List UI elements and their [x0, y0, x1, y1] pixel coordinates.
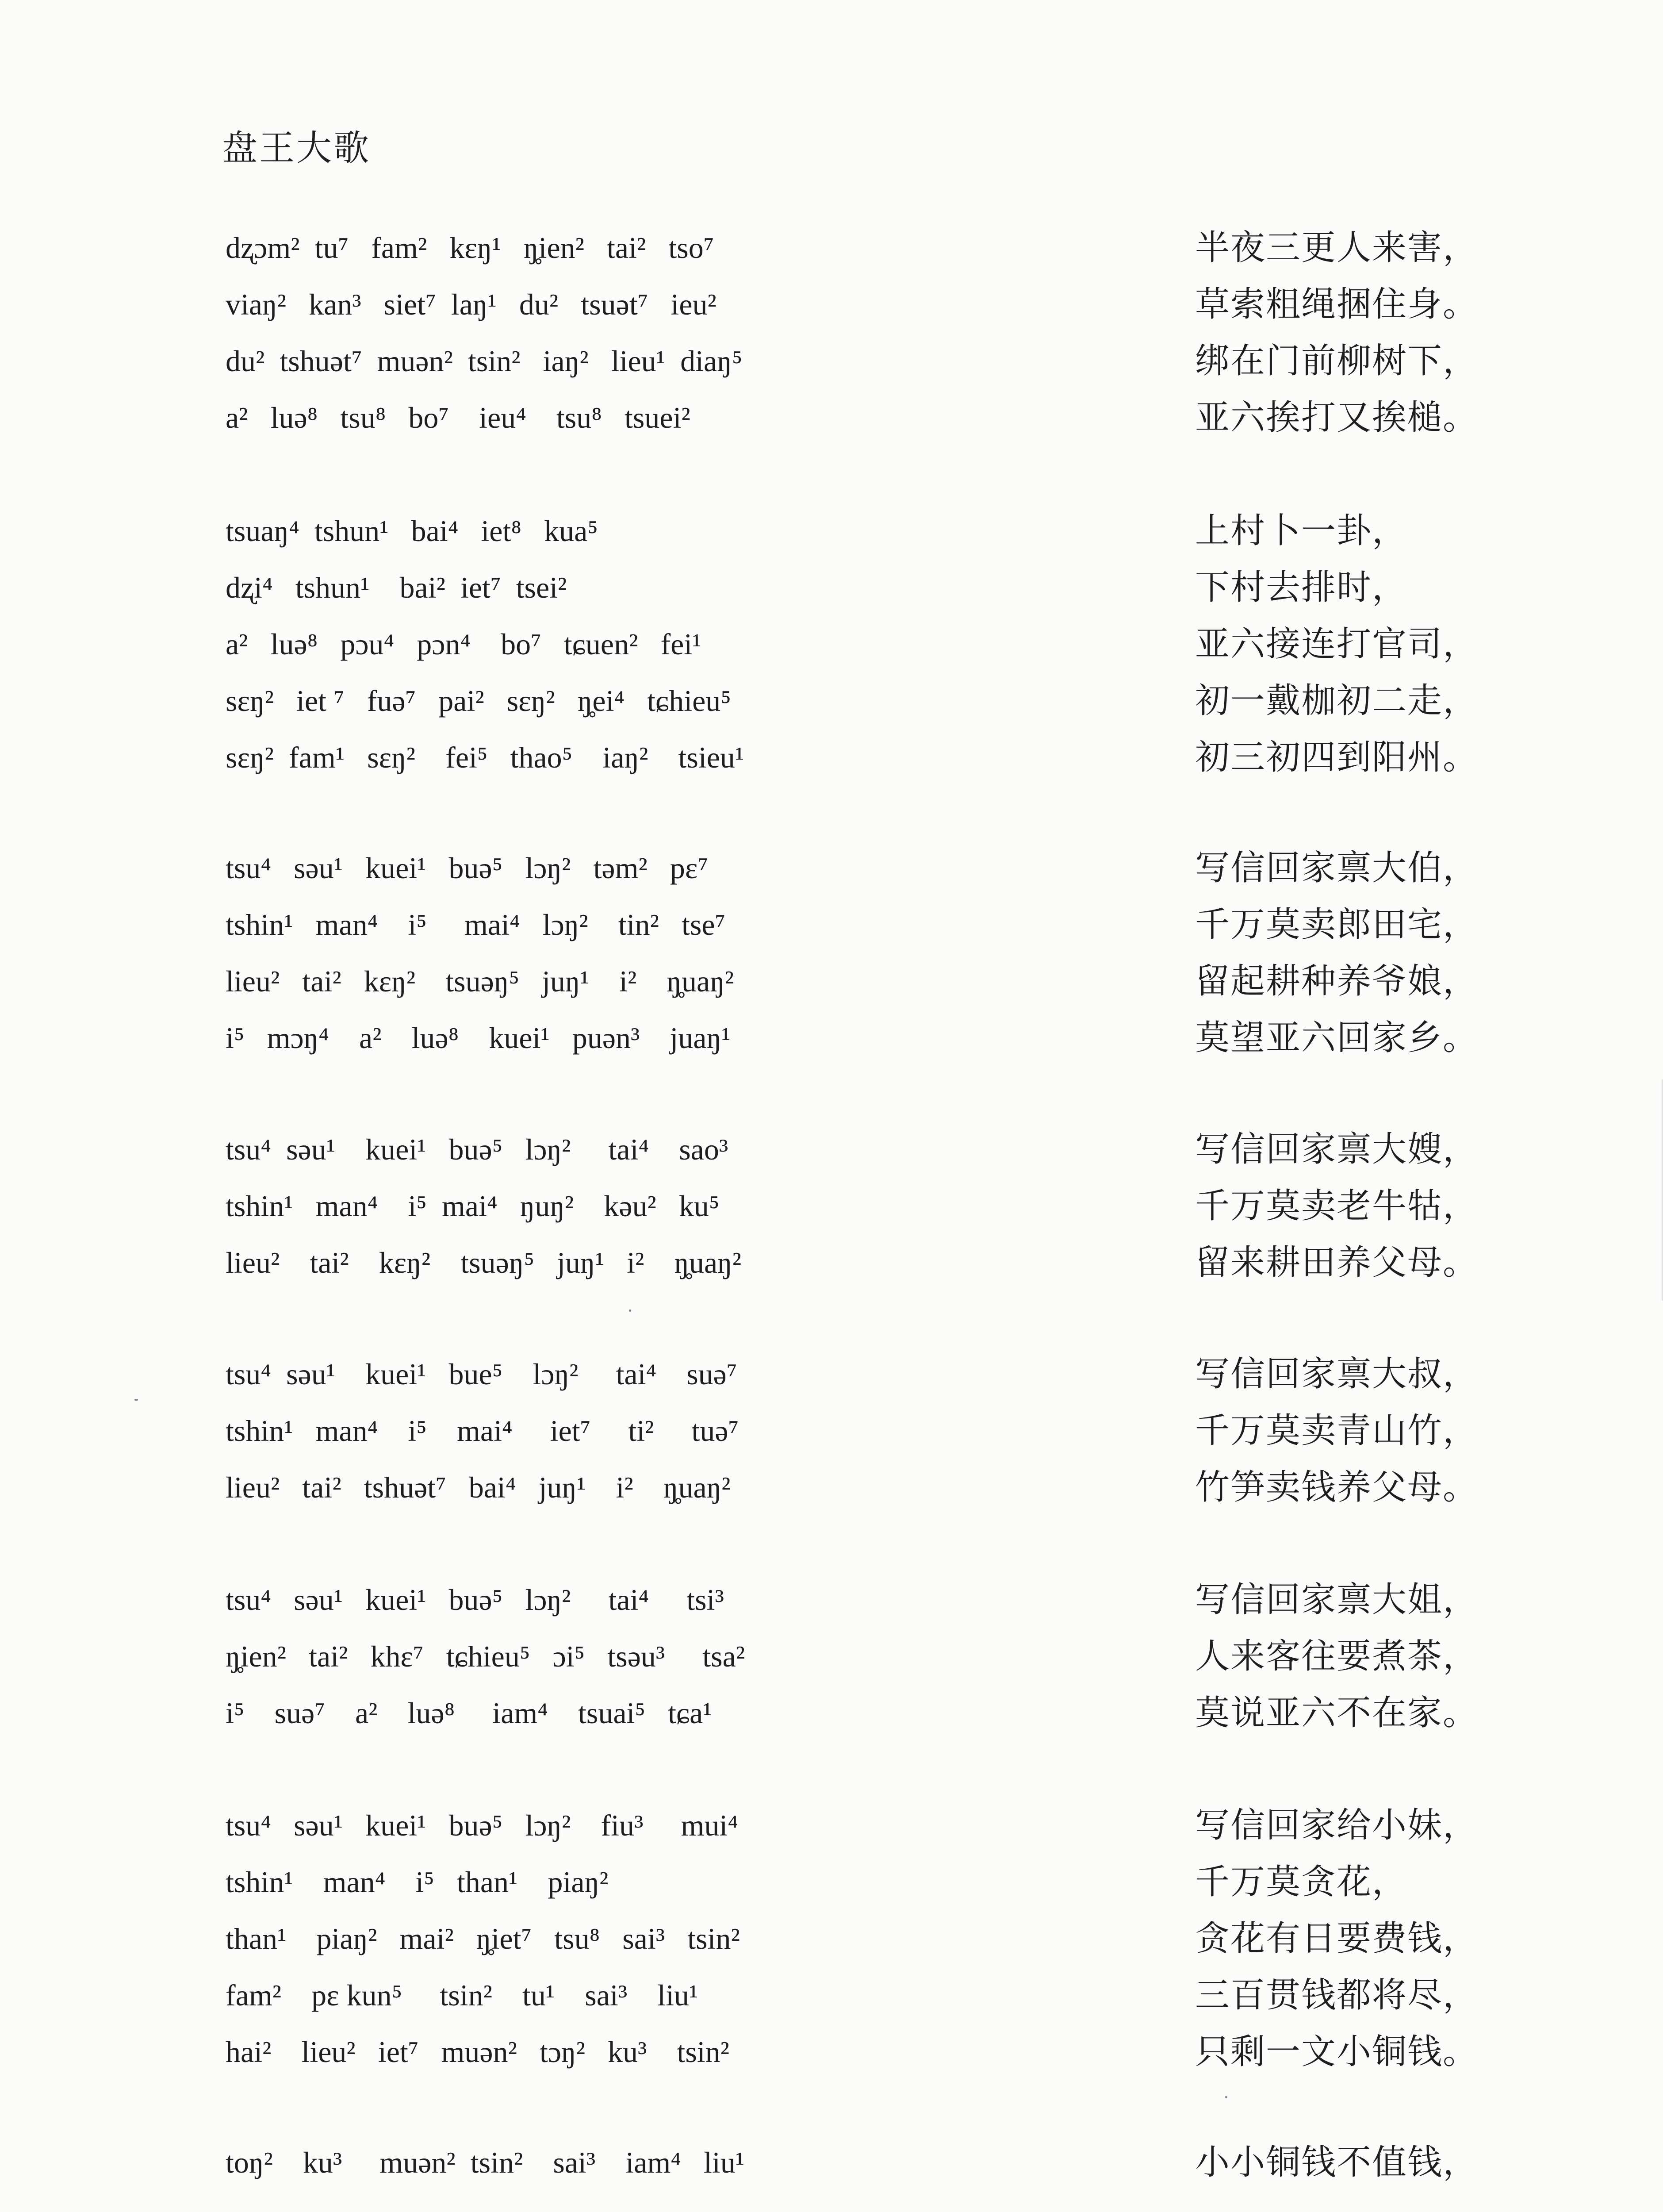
chinese-translation: 亚六挨打又挨槌。 [1195, 398, 1479, 438]
chinese-translation: 贪花有日要费钱， [1195, 1919, 1479, 1959]
verse-line [0, 1973, 1663, 2030]
scan-speck [1225, 2096, 1227, 2098]
chinese-translation: 竹笋卖钱养父母。 [1195, 1467, 1479, 1507]
romanization: toŋ² ku³ muən² tsin² sai³ iam⁴ liu¹ [226, 2146, 745, 2179]
stanza [0, 1803, 1663, 2086]
verse-line [0, 1803, 1663, 1860]
chinese-translation: 留来耕田养父母。 [1195, 1243, 1479, 1283]
verse-line [0, 282, 1663, 339]
verse-line [0, 2030, 1663, 2086]
chinese-translation: 亚六接连打官司， [1195, 624, 1479, 664]
chinese-translation: 写信回家禀大叔， [1195, 1354, 1479, 1394]
chinese-translation: 初三初四到阳州。 [1195, 737, 1479, 777]
verse-line [0, 1578, 1663, 1634]
chinese-translation: 莫说亚六不在家。 [1195, 1693, 1479, 1733]
verse-line [0, 226, 1663, 282]
romanization: than¹ piaŋ² mai² ŋ̥iet⁷ tsu⁸ sai³ tsin² [226, 1922, 740, 1955]
romanization: tshin¹ man⁴ i⁵ than¹ piaŋ² [226, 1865, 609, 1899]
stanza [0, 1127, 1663, 1297]
verse-line [0, 509, 1663, 565]
verse-line [0, 1240, 1663, 1297]
verse-line [0, 1634, 1663, 1691]
verse-line [0, 396, 1663, 452]
romanization: tsu⁴ səu¹ kuei¹ bue⁵ lɔŋ² tai⁴ suə⁷ [226, 1357, 737, 1391]
romanization: sɛŋ² fam¹ sɛŋ² fei⁵ thao⁵ iaŋ² tsieu¹ [226, 741, 744, 774]
romanization: tsu⁴ səu¹ kuei¹ buə⁵ lɔŋ² fiu³ mui⁴ [226, 1809, 738, 1842]
romanization: ŋ̥ien² tai² khɛ⁷ tɕhieu⁵ ɔi⁵ tsəu³ tsa² [226, 1640, 745, 1673]
verse-line [0, 735, 1663, 792]
romanization: lieu² tai² kɛŋ² tsuəŋ⁵ juŋ¹ i² ŋ̥uaŋ² [226, 1246, 742, 1279]
romanization: a² luə⁸ pɔu⁴ pɔn⁴ bo⁷ tɕuen² fei¹ [226, 627, 701, 661]
romanization: tshin¹ man⁴ i⁵ mai⁴ lɔŋ² tin² tse⁷ [226, 908, 726, 941]
verse-line [0, 622, 1663, 679]
verse-line [0, 1691, 1663, 1747]
romanization: i⁵ suə⁷ a² luə⁸ iam⁴ tsuai⁵ tɕa¹ [226, 1696, 712, 1730]
verse-line [0, 959, 1663, 1016]
verse-line [0, 2140, 1663, 2197]
stanza [0, 2140, 1663, 2197]
verse-line [0, 339, 1663, 396]
romanization: tsu⁴ səu¹ kuei¹ buə⁵ lɔŋ² tai⁴ sao³ [226, 1133, 728, 1166]
romanization: a² luə⁸ tsu⁸ bo⁷ ieu⁴ tsu⁸ tsuei² [226, 401, 690, 434]
chinese-translation: 千万莫贪花， [1195, 1862, 1408, 1902]
verse-line [0, 1127, 1663, 1184]
verse-line [0, 1860, 1663, 1916]
scan-speck [629, 1310, 631, 1312]
chinese-translation: 上村卜一卦， [1195, 511, 1408, 551]
romanization: dʐɔm² tu⁷ fam² kɛŋ¹ ŋ̥ien² tai² tso⁷ [226, 231, 714, 265]
stanza [0, 509, 1663, 792]
romanization: hai² lieu² iet⁷ muən² tɔŋ² ku³ tsin² [226, 2035, 730, 2069]
romanization: tsuaŋ⁴ tshun¹ bai⁴ iet⁸ kua⁵ [226, 514, 598, 548]
chinese-translation: 写信回家禀大伯， [1195, 848, 1479, 888]
chinese-translation: 写信回家禀大姐， [1195, 1580, 1479, 1620]
romanization: lieu² tai² kɛŋ² tsuəŋ⁵ juŋ¹ i² ŋ̥uaŋ² [226, 964, 734, 998]
verse-line [0, 846, 1663, 902]
stanza [0, 846, 1663, 1072]
romanization: i⁵ mɔŋ⁴ a² luə⁸ kuei¹ puən³ juaŋ¹ [226, 1021, 731, 1055]
romanization: tsu⁴ səu¹ kuei¹ buə⁵ lɔŋ² tai⁴ tsi³ [226, 1583, 724, 1617]
verse-line [0, 1409, 1663, 1465]
chinese-translation: 小小铜钱不值钱， [1195, 2143, 1479, 2182]
verse-line [0, 1916, 1663, 1973]
page-header: 盘王大歌 [222, 127, 371, 169]
chinese-translation: 留起耕种养爷娘， [1195, 961, 1479, 1001]
stanza [0, 226, 1663, 452]
romanization: tshin¹ man⁴ i⁵ mai⁴ ŋuŋ² kəu² ku⁵ [226, 1189, 720, 1223]
verse-line [0, 902, 1663, 959]
chinese-translation: 初一戴枷初二走， [1195, 681, 1479, 721]
stanza [0, 1578, 1663, 1747]
verse-line [0, 679, 1663, 735]
romanization: dʐi⁴ tshun¹ bai² iet⁷ tsei² [226, 571, 567, 604]
romanization: tshin¹ man⁴ i⁵ mai⁴ iet⁷ ti² tuə⁷ [226, 1414, 739, 1448]
chinese-translation: 草索粗绳捆住身。 [1195, 284, 1479, 324]
chinese-translation: 千万莫卖老牛牯， [1195, 1186, 1479, 1226]
romanization: lieu² tai² tshuət⁷ bai⁴ juŋ¹ i² ŋ̥uaŋ² [226, 1471, 731, 1504]
chinese-translation: 千万莫卖郎田宅， [1195, 905, 1479, 945]
stanza [0, 1352, 1663, 1522]
chinese-translation: 下村去排时， [1195, 568, 1408, 607]
chinese-translation: 人来客往要煮茶， [1195, 1636, 1479, 1676]
chinese-translation: 只剩一文小铜钱。 [1195, 2032, 1479, 2072]
chinese-translation: 半夜三更人来害， [1195, 228, 1479, 268]
verse-line [0, 1016, 1663, 1072]
chinese-translation: 绑在门前柳树下， [1195, 341, 1479, 381]
chinese-translation: 千万莫卖青山竹， [1195, 1411, 1479, 1451]
verse-line [0, 565, 1663, 622]
romanization: du² tshuət⁷ muən² tsin² iaŋ² lieu¹ diaŋ⁵ [226, 344, 743, 378]
chinese-translation: 写信回家禀大嫂， [1195, 1129, 1479, 1169]
romanization: sɛŋ² iet ⁷ fuə⁷ pai² sɛŋ² ŋ̥ei⁴ tɕhieu⁵ [226, 684, 732, 718]
chinese-translation: 写信回家给小妹， [1195, 1805, 1479, 1845]
romanization: fam² pɛ kun⁵ tsin² tu¹ sai³ liu¹ [226, 1978, 698, 2012]
romanization: viaŋ² kan³ siet⁷ laŋ¹ du² tsuət⁷ ieu² [226, 288, 717, 321]
chinese-translation: 莫望亚六回家乡。 [1195, 1018, 1479, 1058]
verse-line [0, 1184, 1663, 1240]
romanization: tsu⁴ səu¹ kuei¹ buə⁵ lɔŋ² təm² pɛ⁷ [226, 851, 709, 885]
scan-speck [134, 1399, 138, 1401]
chinese-translation: 三百贯钱都将尽， [1195, 1975, 1479, 2015]
verse-line [0, 1465, 1663, 1522]
verse-line [0, 1352, 1663, 1409]
